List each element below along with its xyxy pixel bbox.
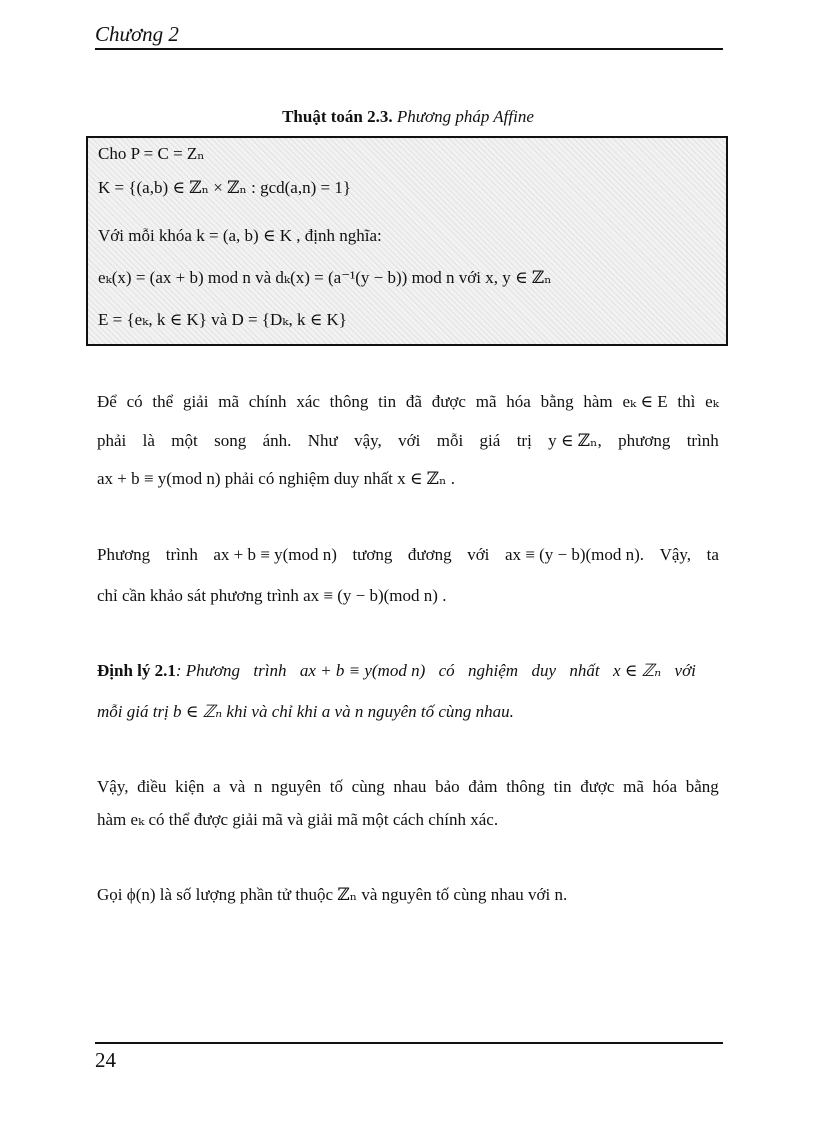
word: với <box>674 661 696 680</box>
word: với <box>467 545 490 564</box>
algorithm-title <box>0 107 816 127</box>
word: hàm <box>583 392 613 411</box>
word: Vậy, <box>97 777 129 796</box>
algorithm-line-2: K = {(a,b) ∈ ℤₙ × ℤₙ : gcd(a,n) = 1} <box>98 178 351 197</box>
word: song <box>214 431 247 450</box>
word: chính <box>248 392 287 411</box>
word: trị <box>516 431 532 450</box>
word: phải <box>97 431 127 450</box>
word: trình <box>253 661 287 680</box>
word: là <box>142 431 155 450</box>
word: Để <box>97 392 117 411</box>
algorithm-line-4: eₖ(x) = (ax + b) mod n và dₖ(x) = (a⁻¹(y − b)) mod n với x, y ∈ ℤₙ <box>98 268 552 287</box>
word: ax + b ≡ y(mod n) <box>213 545 337 564</box>
paragraph-1-line-3: ax + b ≡ y(mod n) phải có nghiệm duy nhất x ∈ ℤₙ . <box>97 469 455 488</box>
algorithm-line-1: Cho P = C = Zₙ <box>98 144 205 163</box>
word: eₖ <box>705 392 719 411</box>
word: mã <box>475 392 497 411</box>
word: một <box>171 431 198 450</box>
word: duy <box>531 661 556 680</box>
word: ta <box>706 545 719 564</box>
word: ax ≡ (y − b)(mod n). <box>504 545 645 564</box>
word: thể <box>152 392 174 411</box>
theorem-statement <box>176 661 696 680</box>
algorithm-line-5: E = {eₖ, k ∈ K} và D = {Dₖ, k ∈ K} <box>98 310 347 329</box>
word: bằng <box>540 392 574 411</box>
paragraph-4-line-1 <box>97 777 719 796</box>
algorithm-box <box>86 136 728 346</box>
word: đảm <box>468 777 498 796</box>
paragraph-4-line-2: hàm eₖ có thể được giải mã và giải mã một cách chính xác. <box>97 810 499 829</box>
algorithm-name: Phương pháp Affine <box>396 107 534 126</box>
word: kiện <box>175 777 205 796</box>
word: ax + b ≡ y(mod n) <box>299 661 426 680</box>
word: và <box>229 777 246 796</box>
word: bảo <box>435 777 460 796</box>
word: được <box>431 392 466 411</box>
word: nghiệm <box>468 661 519 680</box>
word: nguyên <box>271 777 322 796</box>
word: tương <box>352 545 393 564</box>
word: thông <box>329 392 369 411</box>
word: n <box>253 777 263 796</box>
word: cùng <box>351 777 385 796</box>
word: a <box>213 777 221 796</box>
word: nhất <box>569 661 600 680</box>
word: hóa <box>652 777 678 796</box>
theorem-label: Định lý 2.1 <box>97 661 176 680</box>
word: nhau <box>393 777 427 796</box>
chapter-header: Chương 2 <box>95 22 179 46</box>
word: với <box>398 431 421 450</box>
footer-divider <box>95 1042 723 1044</box>
theorem-line-2: mỗi giá trị b ∈ ℤₙ khi và chỉ khi a và n nguyên tố cùng nhau. <box>97 702 514 721</box>
paragraph-2-line-2: chỉ cần khảo sát phương trình ax ≡ (y − b)(mod n) . <box>97 586 447 605</box>
paragraph-2-line-1 <box>97 545 719 564</box>
word: được <box>580 777 615 796</box>
word: eₖ ∈ E <box>622 392 668 411</box>
word: vậy, <box>354 431 382 450</box>
word: bằng <box>685 777 719 796</box>
algorithm-line-3: Với mỗi khóa k = (a, b) ∈ K , định nghĩa: <box>98 226 382 245</box>
word: trình <box>165 545 198 564</box>
word: có <box>438 661 455 680</box>
word: có <box>126 392 143 411</box>
word: x ∈ ℤₙ <box>612 661 662 680</box>
paragraph-1-line-2 <box>97 431 719 450</box>
word: mỗi <box>436 431 464 450</box>
word: tin <box>378 392 397 411</box>
word: Vậy, <box>659 545 692 564</box>
word: Như <box>307 431 338 450</box>
page-number: 24 <box>95 1048 116 1072</box>
algorithm-label: Thuật toán 2.3. <box>282 107 393 126</box>
paragraph-1-line-1 <box>97 392 719 411</box>
header-divider <box>95 48 723 50</box>
theorem-line-1 <box>97 661 719 680</box>
word: đã <box>405 392 422 411</box>
word: điều <box>137 777 167 796</box>
word: ánh. <box>262 431 292 450</box>
word: đương <box>407 545 452 564</box>
word: mã <box>218 392 239 411</box>
word: y ∈ ℤₙ, <box>548 431 602 450</box>
word: phương <box>618 431 671 450</box>
word: thì <box>677 392 696 411</box>
word: Phương <box>97 545 151 564</box>
word: tố <box>329 777 343 796</box>
word: mã <box>623 777 644 796</box>
word: xác <box>296 392 320 411</box>
word: thông <box>506 777 545 796</box>
word: : Phương <box>175 661 241 680</box>
paragraph-5-line-1: Gọi ϕ(n) là số lượng phần tử thuộc ℤₙ và nguyên tố cùng nhau với n. <box>97 885 568 904</box>
word: giá <box>479 431 501 450</box>
word: giải <box>182 392 209 411</box>
word: tin <box>553 777 572 796</box>
word: hóa <box>506 392 531 411</box>
word: trình <box>686 431 719 450</box>
